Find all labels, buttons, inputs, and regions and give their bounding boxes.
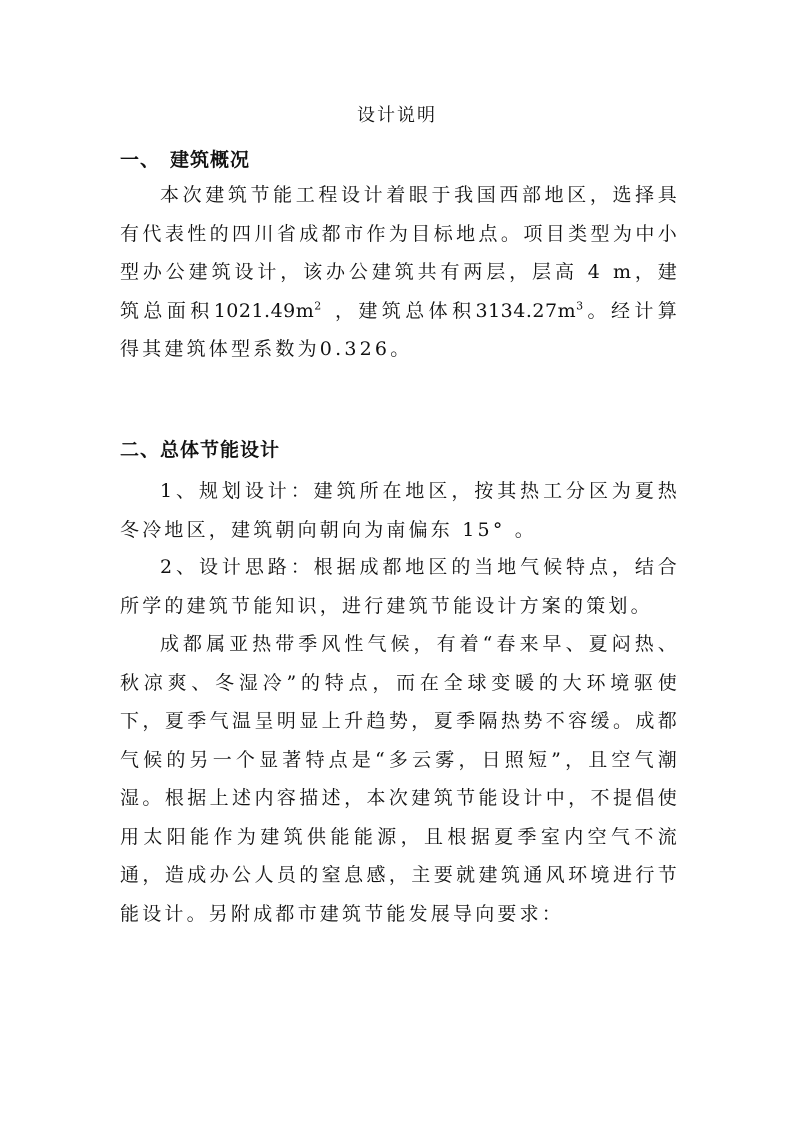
section-title: 建筑概况 <box>170 149 251 171</box>
overview-text-part-3: 。经计算得其建筑体型系数为0.326。 <box>120 299 680 360</box>
overview-text-part-2: ，建筑总体积 <box>324 299 476 322</box>
overview-text-part-1: 本次建筑节能工程设计着眼于我国西部地区，选择具有代表性的四川省成都市作为目标地点。项目类型为中小型办公建筑设计，该办公建筑共有两层，层高 4 m，建筑总面积 <box>120 184 680 322</box>
section-heading-energy-design: 二、总体节能设计 <box>120 439 281 461</box>
volume-unit-superscript: 3 <box>576 299 587 313</box>
section-heading-building-overview <box>120 148 250 172</box>
document-title: 设计说明 <box>357 105 437 126</box>
area-unit-superscript: 2 <box>314 299 325 313</box>
building-volume-value: 3134.27m <box>475 299 577 322</box>
section-number: 一、 <box>120 149 161 171</box>
building-area-value: 1021.49m <box>213 299 315 322</box>
building-overview-paragraph <box>120 176 680 369</box>
planning-design-paragraph: 1、规划设计：建筑所在地区，按其热工分区为夏热冬冷地区，建筑朝向朝向为南偏东 15° 。 <box>120 480 680 541</box>
design-approach-paragraph: 2、设计思路：根据成都地区的当地气候特点，结合所学的建筑节能知识，进行建筑节能设计方案的策划。 <box>120 556 680 617</box>
climate-description-paragraph: 成都属亚热带季风性气候，有着“春来早、夏闷热、秋凉爽、冬湿冷”的特点，而在全球变暖的大环境驱使下，夏季气温呈明显上升趋势，夏季隔热势不容缓。成都气候的另一个显著特点是“多云雾，日照短”，且空气潮湿。根据上述内容描述，本次建筑节能设计中，不提倡使用太阳能作为建筑供能能源，且根据夏季室内空气不流通，造成办公人员的窒息感，主要就建筑通风环境进行节能设计。另附成都市建筑节能发展导向要求： <box>120 633 680 925</box>
